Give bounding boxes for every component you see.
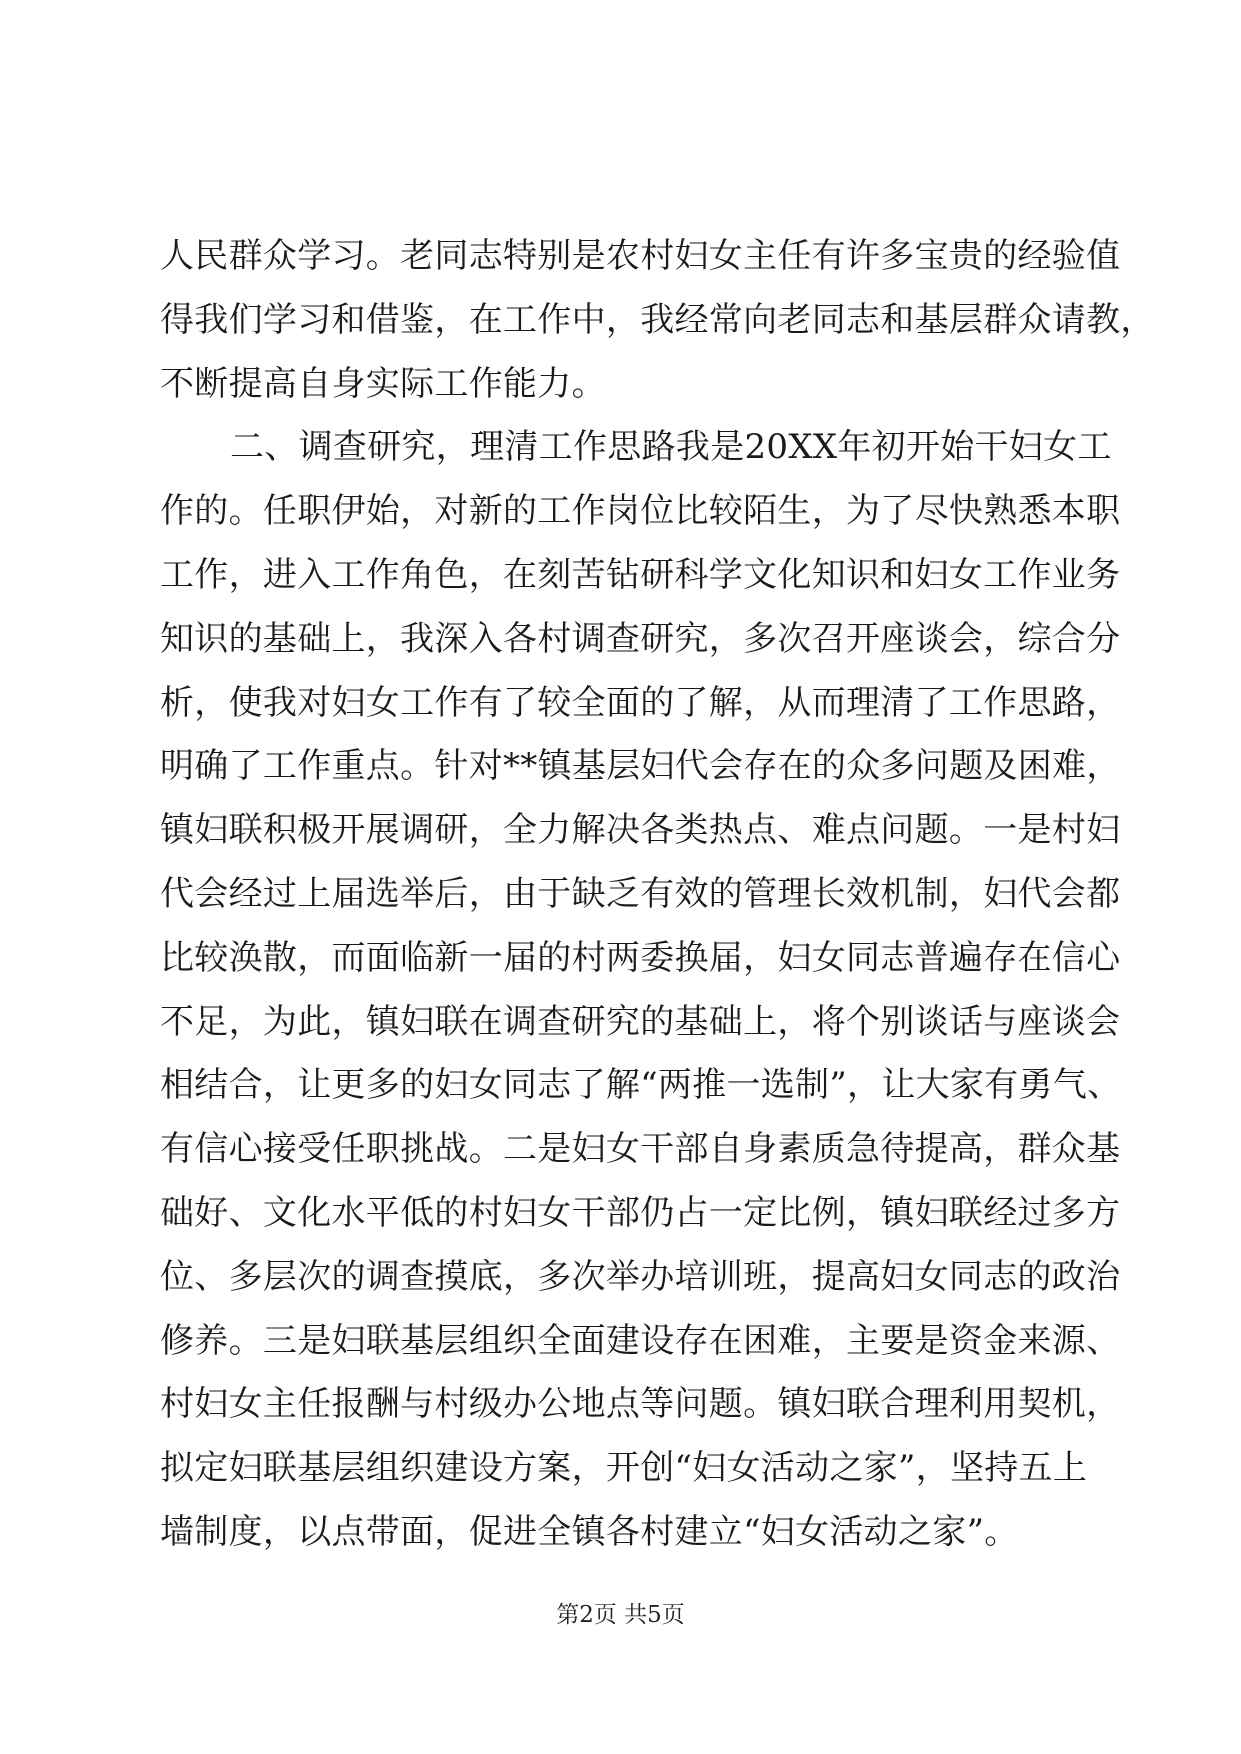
paragraph-1 <box>160 225 1155 416</box>
text-line: 明确了工作重点。针对**镇基层妇代会存在的众多问题及困难， <box>160 746 1121 787</box>
text-line: 人民群众学习。老同志特别是农村妇女主任有许多宝贵的经验值 <box>160 236 1121 276</box>
paragraph-2 <box>160 416 1122 1564</box>
text-line: 工作，进入工作角色，在刻苦钻研科学文化知识和妇女工作业务 <box>160 554 1121 595</box>
text-line: 析，使我对妇女工作有了较全面的了解，从而理清了工作思路， <box>160 682 1121 723</box>
text-line: 得我们学习和借鉴，在工作中，我经常向老同志和基层群众请教， <box>160 299 1155 340</box>
text-line: 村妇女主任报酬与村级办公地点等问题。镇妇联合理利用契机， <box>160 1384 1121 1425</box>
text-line: 作的。任职伊始，对新的工作岗位比较陌生，为了尽快熟悉本职 <box>160 491 1121 532</box>
text-line: 知识的基础上，我深入各村调查研究，多次召开座谈会，综合分 <box>160 618 1121 659</box>
text-line: 代会经过上届选举后，由于缺乏有效的管理长效机制，妇代会都 <box>160 873 1121 914</box>
page-number-footer: 第2页 共5页 <box>556 1602 685 1628</box>
text-line: 不足，为此，镇妇联在调查研究的基础上，将个别谈话与座谈会 <box>160 1001 1121 1042</box>
text-line: 不断提高自身实际工作能力。 <box>160 363 606 404</box>
text-line: 拟定妇联基层组织建设方案，开创“妇女活动之家”，坚持五上 <box>160 1448 1088 1489</box>
text-line: 相结合，让更多的妇女同志了解“两推一选制”，让大家有勇气、 <box>160 1065 1122 1106</box>
text-line: 础好、文化水平低的村妇女干部仍占一定比例，镇妇联经过多方 <box>160 1192 1121 1233</box>
text-line: 墙制度，以点带面，促进全镇各村建立“妇女活动之家”。 <box>160 1511 1019 1552</box>
text-line: 比较涣散，而面临新一届的村两委换届，妇女同志普遍存在信心 <box>160 937 1121 978</box>
document-body <box>160 225 1155 1565</box>
text-line: 位、多层次的调查摸底，多次举办培训班，提高妇女同志的政治 <box>160 1256 1121 1297</box>
text-line: 修养。三是妇联基层组织全面建设存在困难，主要是资金来源、 <box>160 1320 1121 1361</box>
text-line: 镇妇联积极开展调研，全力解决各类热点、难点问题。一是村妇 <box>160 810 1121 851</box>
text-line: 有信心接受任职挑战。二是妇女干部自身素质急待提高，群众基 <box>160 1129 1121 1170</box>
text-line: 二、调查研究，理清工作思路我是20XX年初开始干妇女工 <box>230 427 1112 468</box>
